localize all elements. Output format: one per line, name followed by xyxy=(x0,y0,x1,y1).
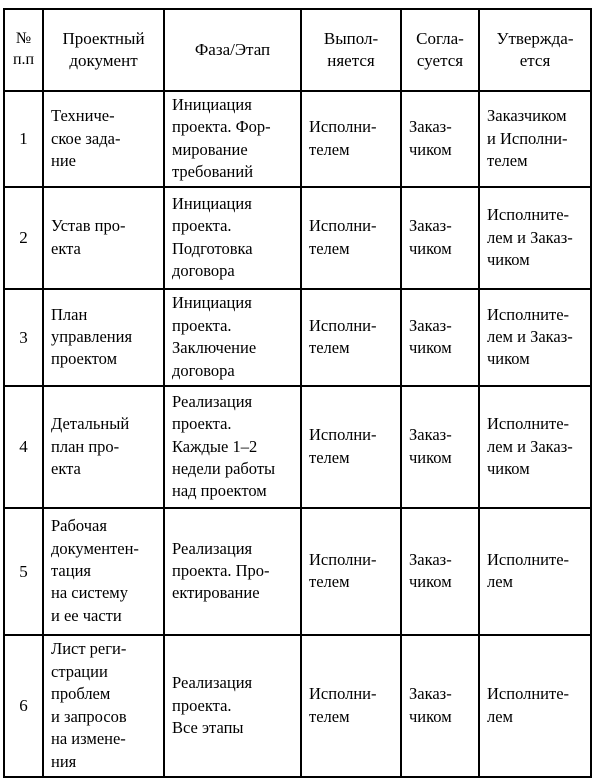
text-line: над проектом xyxy=(172,481,267,501)
column-header-number xyxy=(4,9,43,91)
text-line: телем xyxy=(309,447,350,467)
text-line: Заказ- xyxy=(409,216,452,236)
cell-approved-by xyxy=(479,289,591,386)
text-line: Согла- xyxy=(416,28,464,48)
text-line: чиком xyxy=(409,139,452,159)
cell-performed-by xyxy=(301,289,401,386)
text-line: чиком xyxy=(409,238,452,258)
table-row xyxy=(4,187,591,289)
text-line: План xyxy=(51,304,88,324)
cell-phase xyxy=(164,91,301,187)
text-line: Исполни- xyxy=(309,684,377,704)
cell-performed-by xyxy=(301,187,401,289)
project-documents-table xyxy=(3,8,592,778)
text-line: управления xyxy=(51,327,133,347)
cell-document xyxy=(43,635,164,777)
text-line: чиком xyxy=(487,458,530,478)
text-line: Заказ- xyxy=(409,684,452,704)
text-line: Исполните- xyxy=(487,304,570,324)
text-line: проекта. xyxy=(172,315,232,335)
text-line: Выпол- xyxy=(323,28,379,48)
text-line: Рабочая xyxy=(51,516,107,536)
text-line: Заключение xyxy=(172,338,257,358)
cell-phase xyxy=(164,635,301,777)
text-line: няется xyxy=(327,51,375,70)
cell-phase xyxy=(164,508,301,635)
text-line: чиком xyxy=(409,572,452,592)
cell-row-number: 5 xyxy=(4,508,43,635)
column-header-document xyxy=(43,9,164,91)
text-line: суется xyxy=(416,51,464,70)
text-line: Реализация xyxy=(172,538,253,558)
text-line: Исполни- xyxy=(309,315,377,335)
text-line: Инициация xyxy=(172,293,252,313)
text-line: телем xyxy=(309,338,350,358)
text-line: и запросов xyxy=(51,706,127,726)
text-line: ется xyxy=(519,51,551,70)
text-line: чиком xyxy=(409,706,452,726)
text-line: Каждые 1–2 xyxy=(172,436,258,456)
text-line: ское зада- xyxy=(51,128,121,148)
table-row xyxy=(4,635,591,777)
text-line: Утвержда- xyxy=(496,28,574,48)
text-line: чиком xyxy=(409,338,452,358)
text-line: Лист реги- xyxy=(51,639,127,659)
text-line: телем xyxy=(309,238,350,258)
cell-agreed-by xyxy=(401,289,479,386)
text-line: ния xyxy=(51,751,77,771)
cell-phase xyxy=(164,289,301,386)
text-line: мирование xyxy=(172,139,248,159)
text-line: на измене- xyxy=(51,729,126,749)
text-line: телем xyxy=(487,151,528,171)
text-line: недели работы xyxy=(172,458,276,478)
cell-agreed-by xyxy=(401,187,479,289)
cell-phase xyxy=(164,187,301,289)
cell-performed-by xyxy=(301,635,401,777)
column-header-performed-by xyxy=(301,9,401,91)
text-line: Заказ- xyxy=(409,315,452,335)
cell-document xyxy=(43,386,164,508)
text-line: лем и Заказ- xyxy=(487,436,573,456)
text-line: страции xyxy=(51,661,108,681)
text-line: Заказ- xyxy=(409,425,452,445)
text-line: тация xyxy=(51,561,91,581)
text-line: лем и Заказ- xyxy=(487,227,573,247)
text-line: требований xyxy=(172,162,254,182)
cell-agreed-by xyxy=(401,635,479,777)
text-line: Исполните- xyxy=(487,549,570,569)
text-line: Заказ- xyxy=(409,549,452,569)
cell-agreed-by xyxy=(401,508,479,635)
text-line: Инициация xyxy=(172,95,252,114)
table-row xyxy=(4,289,591,386)
text-line: екта xyxy=(51,458,81,478)
cell-row-number: 1 xyxy=(4,91,43,187)
cell-row-number: 3 xyxy=(4,289,43,386)
text-line: Реализация xyxy=(172,673,253,693)
text-line: № xyxy=(15,30,32,48)
cell-document xyxy=(43,91,164,187)
cell-row-number: 4 xyxy=(4,386,43,508)
text-line: и Исполни- xyxy=(487,128,568,148)
text-line: Исполни- xyxy=(309,216,377,236)
text-line: телем xyxy=(309,572,350,592)
text-line: Техниче- xyxy=(51,106,115,126)
text-line: Детальный xyxy=(51,414,130,434)
table-row xyxy=(4,508,591,635)
text-line: план про- xyxy=(51,436,120,456)
text-line: проекта. xyxy=(172,695,232,715)
text-line: на систему xyxy=(51,583,128,603)
cell-approved-by xyxy=(479,386,591,508)
text-line: Реализация xyxy=(172,391,253,411)
cell-agreed-by xyxy=(401,386,479,508)
cell-document xyxy=(43,508,164,635)
text-line: Исполните- xyxy=(487,414,570,434)
text-line: п.п xyxy=(12,51,35,68)
cell-performed-by xyxy=(301,508,401,635)
text-line: Исполните- xyxy=(487,684,570,704)
text-line: проекта. xyxy=(172,414,232,434)
cell-row-number: 6 xyxy=(4,635,43,777)
text-line: чиком xyxy=(409,447,452,467)
column-header-approved-by xyxy=(479,9,591,91)
text-line: Все этапы xyxy=(172,717,244,737)
cell-performed-by xyxy=(301,91,401,187)
text-line: проекта. xyxy=(172,216,232,236)
text-line: чиком xyxy=(487,349,530,369)
text-line: екта xyxy=(51,238,81,258)
cell-approved-by xyxy=(479,187,591,289)
text-line: Заказ- xyxy=(409,117,452,137)
text-line: проекта. Про- xyxy=(172,561,270,581)
text-line: лем xyxy=(487,572,513,592)
cell-agreed-by xyxy=(401,91,479,187)
cell-approved-by xyxy=(479,508,591,635)
text-line: проблем xyxy=(51,684,111,704)
text-line: ектирование xyxy=(172,583,260,603)
text-line: телем xyxy=(309,706,350,726)
column-header-phase xyxy=(164,9,301,91)
cell-document xyxy=(43,289,164,386)
text-line: и ее части xyxy=(51,605,122,625)
text-line: телем xyxy=(309,139,350,159)
cell-phase xyxy=(164,386,301,508)
text-line: договора xyxy=(172,261,235,281)
text-line: чиком xyxy=(487,249,530,269)
text-line: Заказчиком xyxy=(487,106,567,126)
text-line: договора xyxy=(172,360,235,380)
table-row xyxy=(4,91,591,187)
cell-approved-by xyxy=(479,91,591,187)
cell-approved-by xyxy=(479,635,591,777)
column-header-agreed-by xyxy=(401,9,479,91)
text-line: Подготовка xyxy=(172,238,253,258)
cell-row-number: 2 xyxy=(4,187,43,289)
text-line: Исполните- xyxy=(487,205,570,225)
text-line: Исполни- xyxy=(309,117,377,137)
text-line: Проектный xyxy=(62,28,145,48)
text-line: Исполни- xyxy=(309,549,377,569)
text-line: Фаза/Этап xyxy=(194,39,271,59)
table-header xyxy=(4,9,591,91)
text-line: документ xyxy=(69,51,138,70)
cell-document xyxy=(43,187,164,289)
cell-performed-by xyxy=(301,386,401,508)
text-line: проектом xyxy=(51,349,118,369)
text-line: Устав про- xyxy=(51,216,126,236)
text-line: лем xyxy=(487,706,513,726)
text-line: проекта. Фор- xyxy=(172,117,271,137)
text-line: документен- xyxy=(51,538,139,558)
text-line: лем и Заказ- xyxy=(487,327,573,347)
table-body xyxy=(4,91,591,777)
header-row xyxy=(4,9,591,91)
text-line: ние xyxy=(51,151,76,171)
text-line: Инициация xyxy=(172,193,252,213)
table-row xyxy=(4,386,591,508)
text-line: Исполни- xyxy=(309,425,377,445)
